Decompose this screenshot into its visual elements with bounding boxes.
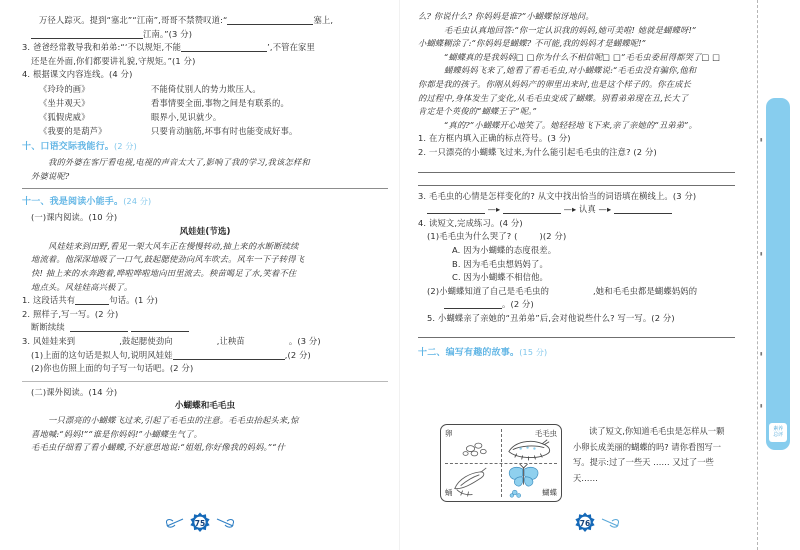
right-page-footer [400, 512, 800, 544]
passage-1-line: 地点头。风娃娃高兴极了。 [31, 281, 133, 292]
match-row[interactable] [22, 124, 388, 138]
edge-tick: ▮ [760, 352, 763, 357]
question-3-text-tail: ’,不管在家里 [267, 42, 315, 53]
arrow-icon: —▸ [487, 204, 501, 215]
answer-writing-line[interactable] [418, 185, 735, 186]
passage-2-title: 小蝴蝶和毛毛虫 [174, 401, 236, 412]
carryover-line-1 [22, 14, 388, 28]
q4-option-b[interactable]: B. 因为毛毛虫想妈妈了。 [452, 258, 548, 269]
q4-sub1-text: (1)毛毛虫为什么哭了? ( [427, 231, 518, 242]
lifecycle-picture-box [440, 424, 562, 502]
right-question-5: 5. 小蝴蝶亲了亲她的“丑弟弟”后,会对他说些什么? 写一写。(2 分) [427, 312, 675, 323]
note-line: 小卵长成美丽的蝴蝶的吗? 请你看图写一 [573, 441, 722, 452]
answer-blank[interactable] [227, 24, 313, 25]
edge-tick: ▮ [760, 138, 763, 143]
section-12-note [573, 424, 748, 486]
q4-option-c[interactable]: C. 因为小蝴蝶不相信他。 [452, 272, 548, 283]
passage-continued-line[interactable]: “蝴蝶真的是我妈妈□ □你为什么不相信呢□ □”毛毛虫委屈得都哭了□ □ [444, 51, 721, 62]
answer-writing-line[interactable] [418, 172, 735, 173]
page-number: 75 [194, 518, 206, 528]
label-caterpillar: 毛毛虫 [534, 429, 557, 438]
page-number-badge [574, 512, 596, 534]
answer-writing-line[interactable] [418, 337, 735, 338]
answer-blank[interactable] [75, 304, 109, 305]
section-10-body-line-1: 我的外婆在客厅看电视,电视的声音太大了,影响了我的学习,我该怎样和 [48, 156, 310, 167]
match-left-label: 《我要的是葫芦》 [39, 125, 107, 136]
answer-blank[interactable] [173, 359, 285, 360]
left-page-content [22, 0, 388, 455]
match-row[interactable] [22, 96, 388, 110]
q4-sub-2-line-1 [418, 285, 748, 299]
bookmark-chip-text [773, 427, 782, 438]
reading-part-1-label: (一)课内阅读。(10 分) [31, 212, 118, 223]
carryover-text-tail2: 江南。”(3 分) [143, 28, 193, 39]
section-12-title: 十二、编写有趣的故事。 [418, 348, 520, 359]
match-left-label: 《坐井观天》 [39, 97, 90, 108]
passage-continued-line: 的过程中,身体发生了变化,从毛毛虫变成了蝴蝶。别看弟弟现在丑,长大了 [418, 92, 689, 103]
sprig-left-icon [159, 515, 185, 531]
q4-sub-2-line-2 [418, 298, 748, 312]
q3-text: 3. 风娃娃来到 [22, 335, 76, 346]
sequence-blank-3[interactable] [614, 213, 672, 214]
passage-2-line: 喜地喊:“妈妈!”“谁是你妈妈!”小蝴蝶生气了。 [31, 428, 203, 439]
butterfly-icon [501, 463, 561, 501]
section-10-body-line-2: 外婆说呢? [31, 170, 70, 181]
reading-part-2-label: (二)课外阅读。(14 分) [31, 386, 118, 397]
perforation-line [757, 0, 758, 550]
label-egg: 卵 [445, 429, 453, 438]
right-question-3: 3. 毛毛虫的心情是怎样变化的? 从文中找出恰当的词语填在横线上。(3 分) [418, 190, 697, 201]
caterpillar-icon [501, 425, 561, 463]
right-question-1: 1. 在方框内填入正确的标点符号。(3 分) [418, 133, 571, 144]
answer-blank[interactable] [31, 38, 143, 39]
passage-1-line: 快! 抽上来的水奔跑着,哗啦哗啦地向田里流去。秧苗喝足了水,笑着不住 [31, 267, 297, 278]
q3-text-3: ,让秧苗 [216, 335, 245, 346]
page-gutter [399, 0, 400, 550]
carryover-line-2 [22, 28, 388, 42]
passage-continued-line: 么? 你说什么? 你妈妈是谁?”小蝴蝶惊讶地问。 [418, 11, 594, 21]
q4-sub2-tail: ,她和毛毛虫都是蝴蝶妈妈的 [593, 285, 698, 296]
mood-sequence[interactable] [418, 203, 748, 217]
match-row[interactable] [22, 110, 388, 124]
note-line: 天…… [573, 472, 598, 483]
passage-1-line: 风娃娃来到田野,看见一架大风车正在慢慢转动,抽上来的水断断续续 [48, 240, 299, 251]
passage-1-question-2: 2. 照样子,写一写。(2 分) [22, 308, 119, 319]
right-question-2: 2. 一只漂亮的小蝴蝶飞过来,为什么能引起毛毛虫的注意? (2 分) [418, 146, 657, 157]
passage-continued-line: 你都是我的孩子。你刚从妈妈产的卵里出来时,也是这个样子的。你在成长 [418, 78, 692, 89]
bookmark-chip-line-1: 素养 [773, 425, 783, 432]
answer-blank[interactable] [70, 331, 128, 332]
passage-continued-line: 小蝴蝶糊涂了:“你妈妈是蝴蝶? 不可能,我的妈妈才是蝴蝶呢!” [418, 38, 647, 49]
passage-1-title: 风娃娃(节选) [179, 226, 231, 237]
page-number-badge [189, 512, 211, 534]
question-3-line-2: 还是在外面,你们都要讲礼貌,守规矩。”(1 分) [31, 55, 196, 66]
section-heading-10 [22, 138, 388, 156]
passage-2-line: 毛毛虫仔细看了看小蝴蝶,不好意思地说:“姐姐,你好像我的妈妈。”“什 [31, 442, 286, 453]
sprig-right-icon [600, 515, 626, 531]
q4-sub1-tail: )(2 分) [539, 231, 567, 242]
section-12-points: (15 分) [519, 348, 548, 358]
answer-blank[interactable] [444, 308, 502, 309]
section-10-title: 十、口语交际我能行。 [22, 141, 115, 152]
right-question-4: 4. 读短文,完成练习。(4 分) [418, 217, 523, 228]
passage-1-question-2-example [22, 321, 388, 335]
q4-option-a[interactable]: A. 因为小蝴蝶的态度很差。 [452, 244, 557, 255]
carryover-text-tail: 塞上, [313, 15, 334, 25]
label-butterfly: 蝴蝶 [542, 488, 557, 497]
left-page-footer [0, 512, 400, 544]
quadrant-pupa [441, 463, 501, 501]
passage-2-line: 一只漂亮的小蝴蝶飞过来,引起了毛毛虫的注意。毛毛虫抬起头来,惊 [48, 415, 299, 426]
q4-sub2-text: (2)小蝴蝶知道了自己是毛毛虫的 [427, 285, 550, 296]
match-right-label: 看事情要全面,事物之间是有联系的。 [151, 97, 289, 108]
note-line: 写。提示:过了一些天 …… 又过了一些 [573, 457, 714, 467]
quadrant-caterpillar [501, 425, 561, 463]
example-word: 断断续续 [31, 322, 65, 333]
passage-1-question-1 [22, 294, 388, 308]
q4-sub2-line2-tail: 。(2 分) [502, 299, 534, 310]
section-divider [22, 381, 388, 382]
edge-tick: ▮ [760, 252, 763, 257]
match-row[interactable] [22, 82, 388, 96]
arrow-icon: —▸ [598, 204, 612, 215]
q4-sub-1 [418, 230, 748, 244]
match-left-label: 《狐假虎威》 [39, 111, 90, 122]
passage-1-question-3-sub-1 [22, 349, 388, 363]
sequence-blank-1[interactable] [427, 213, 485, 214]
label-pupa: 蛹 [445, 488, 453, 497]
side-bookmark-tab[interactable] [766, 98, 790, 450]
bookmark-chip-line-2: 总评 [773, 431, 783, 438]
match-right-label: 不能倚仗别人的势力欺压人。 [151, 83, 261, 94]
section-10-points: (2 分) [114, 141, 137, 151]
match-right-label: 眼界小,见识就少。 [151, 111, 222, 122]
answer-blank[interactable] [131, 331, 189, 332]
edge-tick: ▮ [760, 404, 763, 409]
answer-blank[interactable] [181, 51, 267, 52]
sequence-blank-2[interactable] [503, 213, 561, 214]
q3-sub1-tail: ,(2 分) [284, 349, 311, 360]
carryover-text: 万径人踪灭。提到“塞北”“江南”,哥哥不禁赞叹道:“ [39, 15, 228, 25]
q1-text: 1. 这段话共有 [22, 295, 76, 306]
q3-sub1-text: (1)上面的这句话是拟人句,说明风娃娃 [31, 349, 173, 360]
passage-continued-line: 蝴蝶妈妈飞来了,她看了看毛毛虫,对小蝴蝶说:“毛毛虫没有骗你,他和 [444, 65, 697, 76]
section-heading-11 [22, 193, 388, 211]
passage-1-question-3-sub-2: (2)你也仿照上面的句子写一句话吧。(2 分) [31, 363, 194, 374]
passage-1-question-3 [22, 335, 388, 349]
q1-text-tail: 句话。(1 分) [109, 295, 159, 306]
page-number: 76 [579, 518, 591, 528]
match-right-label: 只要肯动脑筋,坏事有时也能变成好事。 [151, 125, 298, 136]
bookmark-chip [769, 423, 787, 442]
question-4-title: 4. 根据课文内容连线。(4 分) [22, 69, 133, 80]
question-3-line-1 [22, 41, 388, 55]
q3-text-2: ,鼓起腮使劲向 [119, 335, 173, 346]
quadrant-egg [441, 425, 501, 463]
pupa-icon [441, 463, 501, 501]
passage-1-line: 地流着。他深深地吸了一口气,鼓起腮使劲向风车吹去。风车一下子转得飞 [31, 254, 305, 265]
section-divider [22, 188, 388, 189]
passage-continued-line: 肯定是个英俊的“蝴蝶王子”呢。” [418, 106, 537, 117]
q3-text-4: 。(3 分) [288, 335, 321, 346]
quadrant-butterfly [501, 463, 561, 501]
section-11-points: (24 分) [123, 197, 152, 207]
egg-icon [441, 425, 501, 463]
note-line: 读了短文,你知道毛毛虫是怎样从一颗 [589, 426, 725, 436]
section-11-title: 十一、我是阅读小能手。 [22, 197, 124, 208]
section-heading-12 [418, 344, 748, 362]
arrow-icon: —▸ [563, 204, 577, 215]
right-page-content [418, 0, 748, 497]
sequence-given-word: 认真 [579, 204, 596, 215]
match-left-label: 《玲玲的画》 [39, 83, 90, 94]
question-3-text: 3. 爸爸经常教导我和弟弟:“‘不以规矩,不能 [22, 42, 182, 53]
sprig-right-icon [215, 515, 241, 531]
passage-continued-line: 毛毛虫认真地回答:“你一定认识我的妈妈,她可美啦! 她就是蝴蝶呀!” [444, 24, 697, 35]
passage-continued-line: “真的?”小蝴蝶开心地笑了。她轻轻地飞下来,亲了亲她的“丑弟弟”。 [444, 119, 698, 130]
